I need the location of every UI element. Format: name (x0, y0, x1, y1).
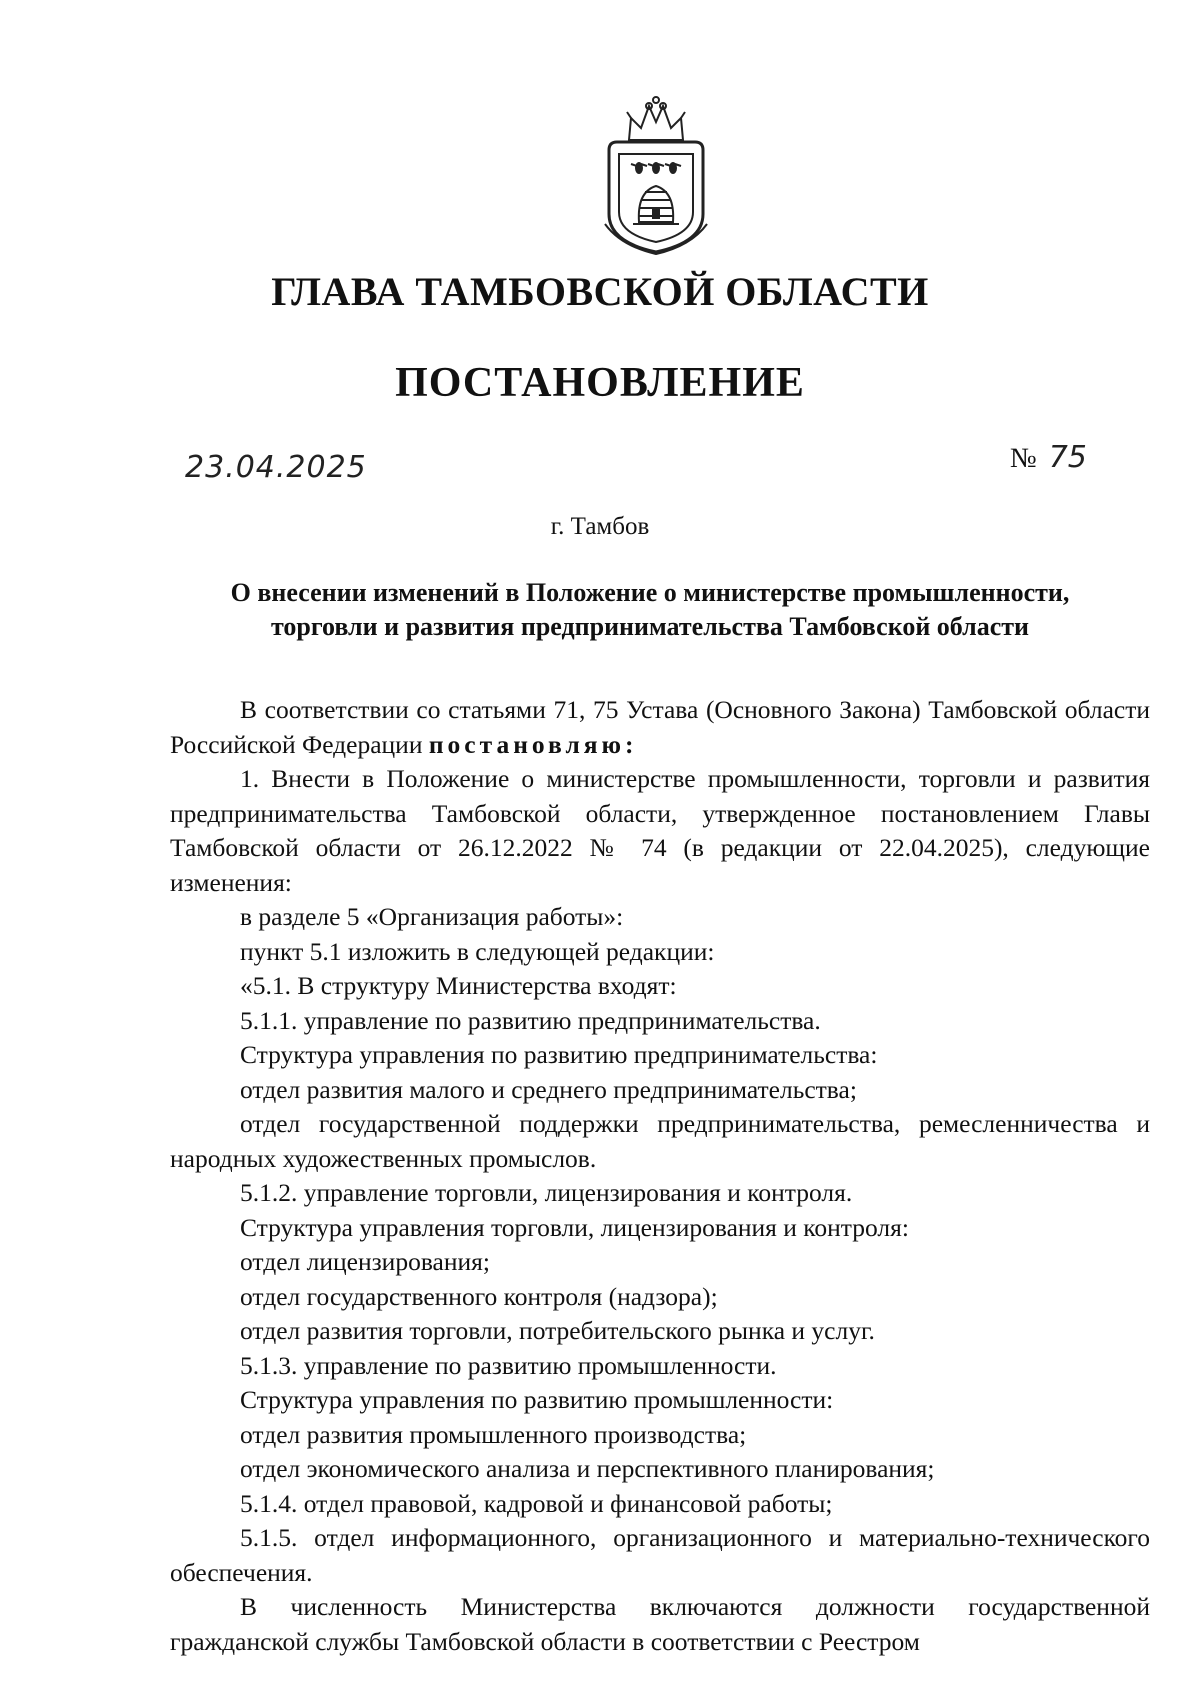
document-body (170, 693, 1150, 1659)
document-title-line: О внесении изменений в Положение о министерстве промышленности, (230, 578, 1070, 607)
body-paragraph: 5.1.5. отдел информационного, организационного и материально-технического обеспечения. (170, 1523, 1150, 1587)
city: г. Тамбов (550, 513, 650, 540)
preamble-text: В соответствии со статьями 71, 75 Устава (Основного Закона) Тамбовской области Российской Федерации (170, 695, 1150, 759)
body-paragraph: отдел экономического анализа и перспективного планирования; (240, 1454, 935, 1483)
number-sign: № (1010, 443, 1037, 474)
body-paragraph: отдел государственной поддержки предпринимательства, ремесленничества и народных художественных промыслов. (170, 1109, 1150, 1173)
document-title (170, 576, 1130, 644)
preamble-paragraph (170, 693, 1150, 762)
body-paragraph: «5.1. В структуру Министерства входят: (240, 971, 677, 1000)
body-paragraph: пункт 5.1 изложить в следующей редакции: (240, 936, 715, 966)
body-paragraph: отдел развития торговли, потребительского рынка и услуг. (240, 1316, 875, 1345)
body-paragraph: Структура управления торговли, лицензирования и контроля: (240, 1212, 909, 1242)
body-paragraph: отдел развития промышленного производства; (240, 1419, 747, 1449)
body-paragraph: в разделе 5 «Организация работы»: (240, 902, 624, 931)
body-paragraph: отдел развития малого и среднего предпринимательства; (240, 1074, 857, 1104)
body-paragraph: 5.1.4. отдел правовой, кадровой и финансовой работы; (240, 1488, 833, 1518)
decree-word: постановляю: (428, 729, 638, 759)
body-paragraph: В численность Министерства включаются должности государственной гражданской службы Тамбовской области в соответствии с Реестром (170, 1592, 1150, 1656)
document-number (1010, 440, 1087, 475)
coat-of-arms-icon (601, 96, 711, 256)
document-date: 23.04.2025 (185, 450, 367, 485)
body-paragraph: 5.1.3. управление по развитию промышленности. (240, 1350, 777, 1380)
body-paragraph: отдел лицензирования; (240, 1247, 490, 1276)
body-paragraph: 5.1.2. управление торговли, лицензирования и контроля. (240, 1178, 853, 1207)
body-paragraph: 5.1.1. управление по развитию предпринимательства. (240, 1005, 821, 1035)
body-paragraph: 1. Внести в Положение о министерстве промышленности, торговли и развития предпринимательства Тамбовской области, утвержденное постановлением Главы Тамбовской области от 26.12.2022 № 74 (в редакции от 22.04.2025), следующие изменения: (170, 764, 1150, 897)
number-value: 75 (1048, 440, 1087, 475)
body-paragraph: Структура управления по развитию предпринимательства: (240, 1040, 878, 1069)
body-paragraph: отдел государственного контроля (надзора); (240, 1281, 718, 1311)
body-paragraph: Структура управления по развитию промышленности: (240, 1385, 834, 1414)
document-type: ПОСТАНОВЛЕНИЕ (395, 360, 805, 406)
issuing-authority: ГЛАВА ТАМБОВСКОЙ ОБЛАСТИ (271, 269, 929, 314)
document-title-line: торговли и развития предпринимательства Тамбовской области (270, 612, 1030, 641)
